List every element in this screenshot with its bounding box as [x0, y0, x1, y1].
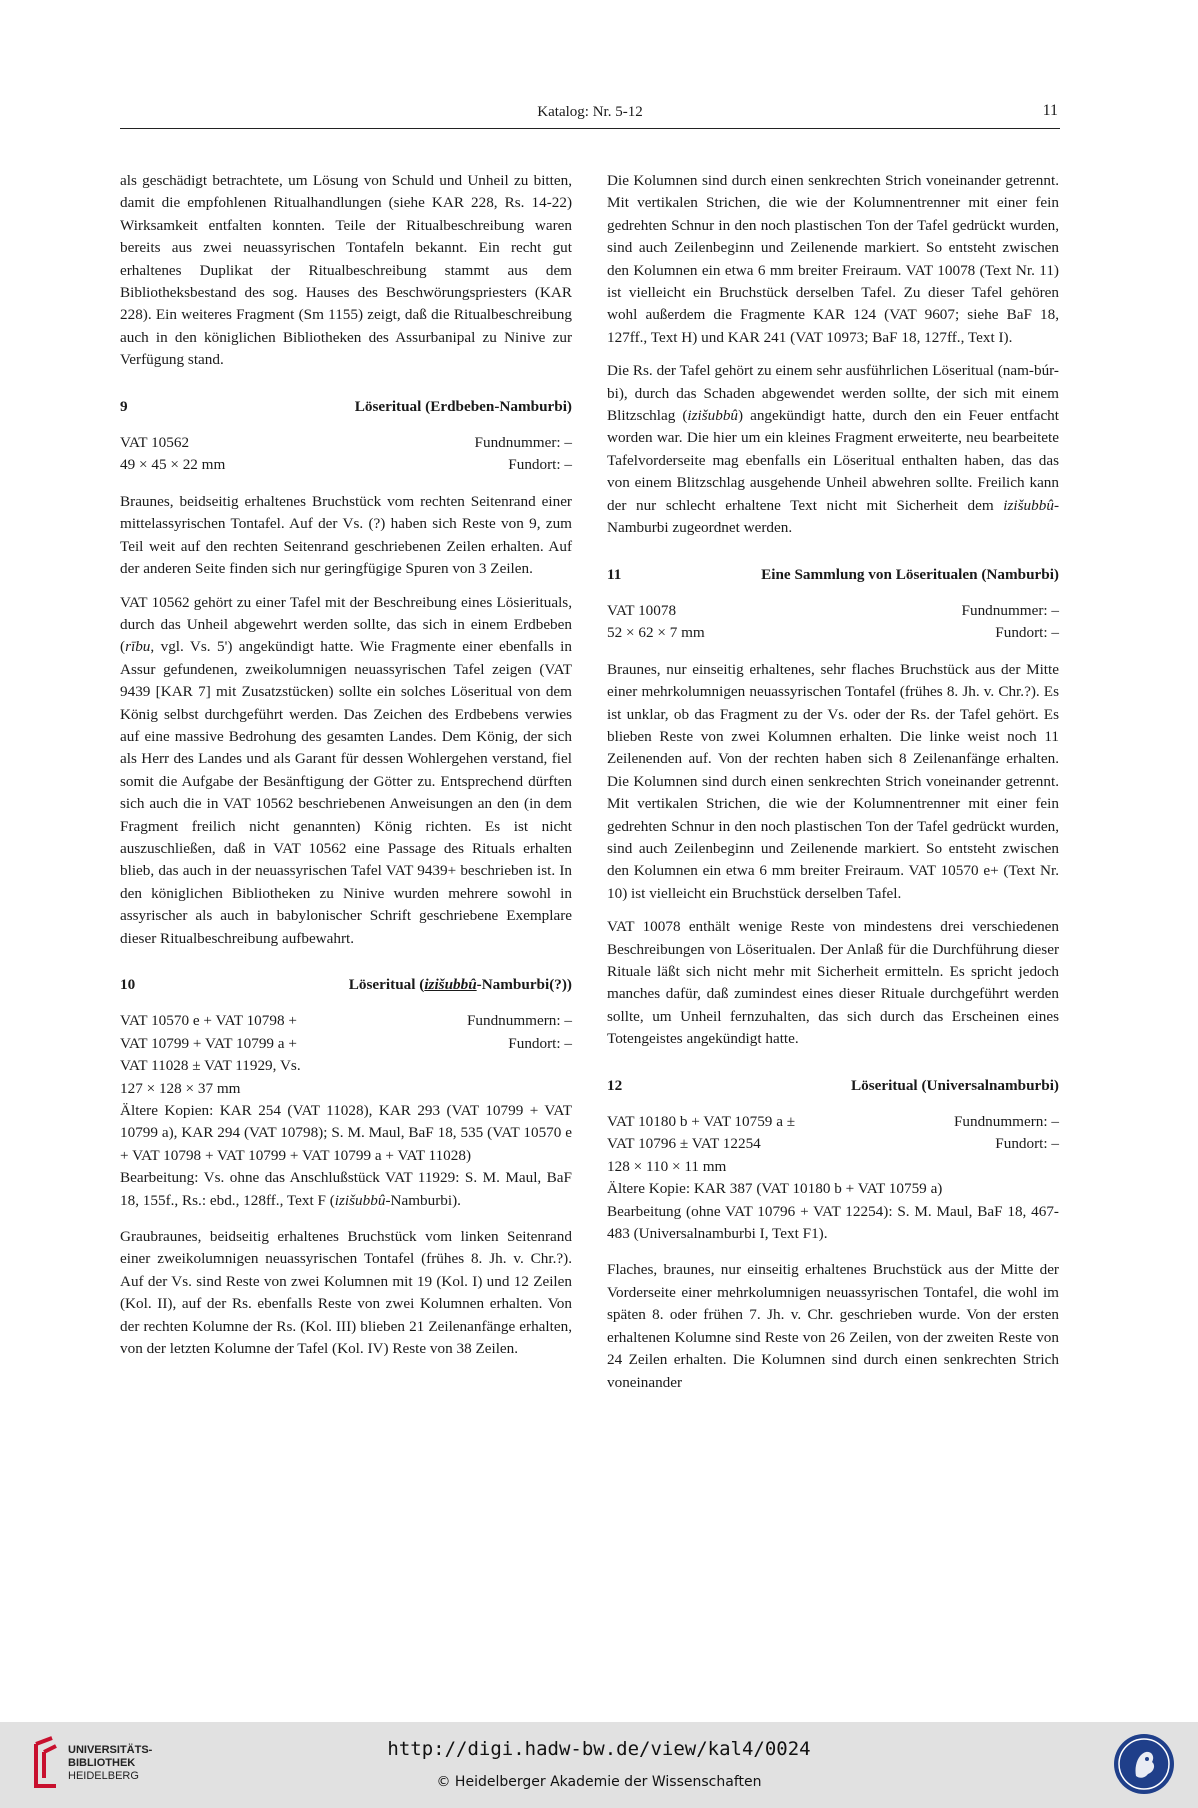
paragraph — [607, 360, 1059, 539]
meta-value: VAT 10799 + VAT 10799 a + — [120, 1034, 297, 1052]
entry-title: Löseritual (Erdbeben-Namburbi) — [354, 397, 572, 415]
text-run: , vgl. Vs. 5') angekündigt hatte. Wie Fragmente einer ebenfalls in Assur gefundenen, zweikolumnigen neuassyrischen Tafel zeigen (VAT 9439 [KAR 7] mit Zusatzstücken) sollte ein solches Löseritual von dem König selbst durchgeführt werden. Das Zeichen des Erdbebens verwies auf eine massive Bedrohung des gesamten Landes. Dem König, der sich als Herr des Landes und als Garant für dessen Wohlergehen verstand, fiel somit die Aufgabe der Besänftigung der Götter zu. Entsprechend dürften sich auch die in VAT 10562 beschriebenen Anweisungen an den (in dem Fragment freilich nicht genannten) König richten. Es ist nicht auszuschließen, daß in VAT 10562 eine Passage des Rituals erhalten blieb, das auch in der neuassyrischen Tafel VAT 9439+ beschrieben ist. In den königlichen Bibliotheken zu Ninive wurden mehrere sowohl in assyrischer als auch in babylonischer Schrift geschriebene Exemplare dieser Ritualbeschreibung aufbewahrt. — [120, 638, 572, 947]
text-run: VAT 10562 gehört zu einer Tafel mit der Beschreibung eines Lösierituals, durch das Unheil abgewehrt werden sollte, das sich in einem Erdbeben ( — [120, 593, 572, 656]
meta-value: Fundort: – — [508, 1034, 572, 1052]
paragraph: Braunes, beidseitig erhaltenes Bruchstück vom rechten Seitenrand einer mittelassyrischen Tontafel. Auf der Vs. (?) haben sich Reste von 9, zum Teil weit auf den rechten Seitenrand geschriebenen Zeilen erhalten. Auf der anderen Seite finden sich nur geringfügige Spuren von 3 Zeilen. — [120, 492, 572, 578]
right-column — [607, 170, 1059, 1405]
meta-value: Ältere Kopien: KAR 254 (VAT 11028), KAR 293 (VAT 10799 + VAT 10799 a), KAR 294 (VAT 10798); S. M. Maul, BaF 18, 535 (VAT 10570 e + VAT 10798 + VAT 10799 + VAT 10799 a + VAT 11028) — [120, 1102, 572, 1164]
entry-heading-9 — [120, 396, 572, 418]
left-column — [120, 170, 572, 1372]
meta-value: 127 × 128 × 37 mm — [120, 1079, 241, 1097]
text-run: Bearbeitung: Vs. ohne das Anschlußstück VAT 11929: S. M. Maul, BaF 18, 155f., Rs.: ebd., 128ff., Text F ( — [120, 1169, 572, 1209]
footer-bar — [0, 1722, 1198, 1808]
meta-value — [120, 1167, 572, 1212]
paragraph: Braunes, nur einseitig erhaltenes, sehr flaches Bruchstück aus der Mitte einer mehrkolumnigen neuassyrischen Tontafel (frühes 8. Jh. v. Chr.?). Es ist unklar, ob das Fragment zu der Vs. oder der Rs. der Tafel gehört. Es blieben Reste von zwei Kolumnen erhalten. Die linke weist noch 11 Zeilenenden auf. Von der rechten haben sich 8 Zeilenanfänge erhalten. Die Kolumnen sind durch einen senkrechten Strich voneinander getrennt. Mit vertikalen Strichen, die wie der Kolumnentrenner mit einer fein gedrehten Schnur in den noch plastischen Ton der Tafel gedrückt wurden, sind auch Zeilenbeginn und Zeilenende markiert. So entsteht zwischen den Kolumnen ein etwa 6 mm breiter Freiraum. VAT 10570 e+ (Text Nr. 10) ist vielleicht ein Bruchstück derselben Tafel. — [607, 660, 1059, 902]
paragraph: Flaches, braunes, nur einseitig erhaltenes Bruchstück aus der Mitte der Vorderseite einer mehrkolumnigen neuassyrischen Tontafel, die wohl im späten 8. oder frühen 7. Jh. v. Chr. geschrieben wurde. Von der ersten erhaltenen Kolumne sind Reste von 26 Zeilen, von der zweiten Reste von 24 Zeilen erhalten. Die Kolumnen sind durch einen senkrechten Strich voneinander — [607, 1261, 1059, 1391]
meta-value: VAT 10078 — [607, 601, 677, 619]
italic-term: izišubbû — [334, 1191, 386, 1209]
entry-heading-10 — [120, 974, 572, 996]
paragraph: Die Kolumnen sind durch einen senkrechten Strich voneinander getrennt. Mit vertikalen Strichen, die wie der Kolumnentrenner mit einer fein gedrehten Schnur in den noch plastischen Ton der Tafel gedrückt wurden, sind auch Zeilenbeginn und Zeilenende markiert. So entsteht zwischen den Kolumnen ein etwa 6 mm breiter Freiraum. VAT 10078 (Text Nr. 11) ist vielleicht ein Bruchstück derselben Tafel. Zu dieser Tafel gehören wohl außerdem die Fragmente KAR 124 (VAT 9607; siehe BaF 18, 127ff., Text H) und KAR 241 (VAT 10973; BaF 18, 127ff., Text I). — [607, 172, 1059, 346]
meta-value: Ältere Kopie: KAR 387 (VAT 10180 b + VAT 10759 a) — [607, 1180, 943, 1198]
copyright-notice: © Heidelberger Akademie der Wissenschaften — [436, 1774, 762, 1790]
logo-line: HEIDELBERG — [68, 1770, 139, 1782]
meta-value: Bearbeitung (ohne VAT 10796 + VAT 12254): S. M. Maul, BaF 18, 467-483 (Universalnamburbi I, Text F1). — [607, 1202, 1059, 1243]
italic-term: rību — [125, 638, 151, 656]
text-run: -Namburbi(?)) — [476, 976, 572, 993]
text-run: -Namburbi). — [385, 1191, 461, 1209]
entry-number: 9 — [120, 397, 128, 415]
page-header — [120, 100, 1060, 129]
meta-value: VAT 11028 ± VAT 11929, Vs. — [120, 1057, 301, 1075]
meta-value: Fundort: – — [995, 624, 1059, 642]
entry-number: 11 — [607, 565, 622, 583]
meta-value: 128 × 110 × 11 mm — [607, 1157, 727, 1175]
italic-term: izišubbû — [1003, 496, 1054, 514]
academy-seal-icon — [1112, 1732, 1176, 1796]
entry-heading-12 — [607, 1075, 1059, 1097]
page-number: 11 — [1042, 102, 1058, 119]
meta-value: Fundnummern: – — [466, 1012, 572, 1030]
document-url-link[interactable]: http://digi.hadw-bw.de/view/kal4/0024 — [387, 1738, 811, 1760]
running-title: Katalog: Nr. 5-12 — [537, 104, 643, 120]
entry-title: Löseritual (Universalnamburbi) — [851, 1076, 1059, 1094]
entry-number: 10 — [120, 976, 136, 993]
paragraph: VAT 10078 enthält wenige Reste von mindestens drei verschiedenen Beschreibungen von Löseritualen. Der Anlaß für die Durchführung dieser Rituale läßt sich nicht mehr mit Sicherheit ermitteln. Es spricht jedoch manches dafür, daß zumindest eines dieser Rituale durchgeführt werden sollte, um Unheil fernzuhalten, das sich durch das Erscheinen eines Totengeistes angekündigt hatte. — [607, 918, 1059, 1048]
entry-heading-11 — [607, 564, 1059, 586]
paragraph: Graubraunes, beidseitig erhaltenes Bruchstück vom linken Seitenrand einer zweikolumnigen neuassyrischen Tontafel (frühes 8. Jh. v. Chr.?). Auf der Vs. sind Reste von zwei Kolumnen mit 19 (Kol. I) und 12 Zeilen (Kol. II), auf der Rs. ebenfalls Reste von zwei Kolumnen erhalten. Von der rechten Kolumne der Rs. (Kol. III) blieben 21 Zeilenanfänge erhalten, von der letzten Kolumne der Tafel (Kol. IV) Reste von 38 Zeilen. — [120, 1228, 572, 1358]
meta-value: Fundort: – — [508, 456, 572, 474]
paragraph: als geschädigt betrachtete, um Lösung von Schuld und Unheil zu bitten, damit die empfohlenen Ritualhandlungen (siehe KAR 228, Rs. 14-22) Wirksamkeit entfalten konnten. Teile der Ritualbeschreibung waren bereits aus zwei neuassyrischen Tontafeln bekannt. Ein recht gut erhaltenes Duplikat der Ritualbeschreibung stammt aus dem Bibliotheksbestand des sog. Hauses des Beschwörungspriesters (KAR 228). Ein weiteres Fragment (Sm 1155) zeigt, daß die Ritualbeschreibung auch in den königlichen Bibliotheken des Assurbanipal zu Ninive zur Verfügung stand. — [120, 172, 572, 369]
meta-value: 49 × 45 × 22 mm — [120, 456, 226, 474]
logo-line: BIBLIOTHEK — [68, 1757, 136, 1769]
entry-metadata-10 — [120, 1010, 572, 1212]
meta-value: Fundnummern: – — [953, 1113, 1059, 1131]
entry-title: Eine Sammlung von Löseritualen (Namburbi) — [761, 565, 1059, 583]
text-run: ) angekündigt hatte, durch den ein Feuer entfacht worden war. Die hier um ein kleines Fragment erweiterte, neu bearbeitete Tafelvorderseite mag ebenfalls ein Löseritual enthalten haben, das das von einem Blitzschlag ausgehende Unheil abwehren sollte. Freilich kann der nur schlecht erhaltene Text nicht mit Sicherheit dem — [607, 407, 1059, 514]
entry-metadata-9 — [120, 432, 572, 477]
entry-number: 12 — [607, 1076, 623, 1094]
meta-value: VAT 10180 b + VAT 10759 a ± — [607, 1113, 796, 1131]
entry-metadata-11 — [607, 600, 1059, 645]
meta-value: VAT 10562 — [120, 434, 190, 452]
meta-value: VAT 10796 ± VAT 12254 — [607, 1135, 761, 1153]
meta-value: Fundnummer: – — [474, 434, 572, 452]
text-run: Löseritual ( — [348, 976, 425, 993]
italic-term: izišubbû — [424, 976, 477, 993]
meta-value: Fundort: – — [995, 1135, 1059, 1153]
entry-metadata-12 — [607, 1111, 1059, 1245]
meta-value: 52 × 62 × 7 mm — [607, 624, 705, 642]
entry-title — [349, 974, 572, 996]
logo-line: UNIVERSITÄTS- — [68, 1744, 153, 1756]
text-run: Die Rs. der Tafel gehört zu einem sehr ausführlichen Löseritual (nam-búr-bi), durch das Schaden abgewendet werden sollte, der sich mit einem Blitzschlag ( — [607, 362, 1059, 425]
meta-value: Fundnummer: – — [961, 601, 1059, 619]
paragraph — [120, 592, 572, 951]
italic-term: izišubbû — [687, 407, 739, 425]
meta-value: VAT 10570 e + VAT 10798 + — [120, 1012, 297, 1030]
text-run: -Namburbi zugeordnet werden. — [607, 496, 1059, 537]
